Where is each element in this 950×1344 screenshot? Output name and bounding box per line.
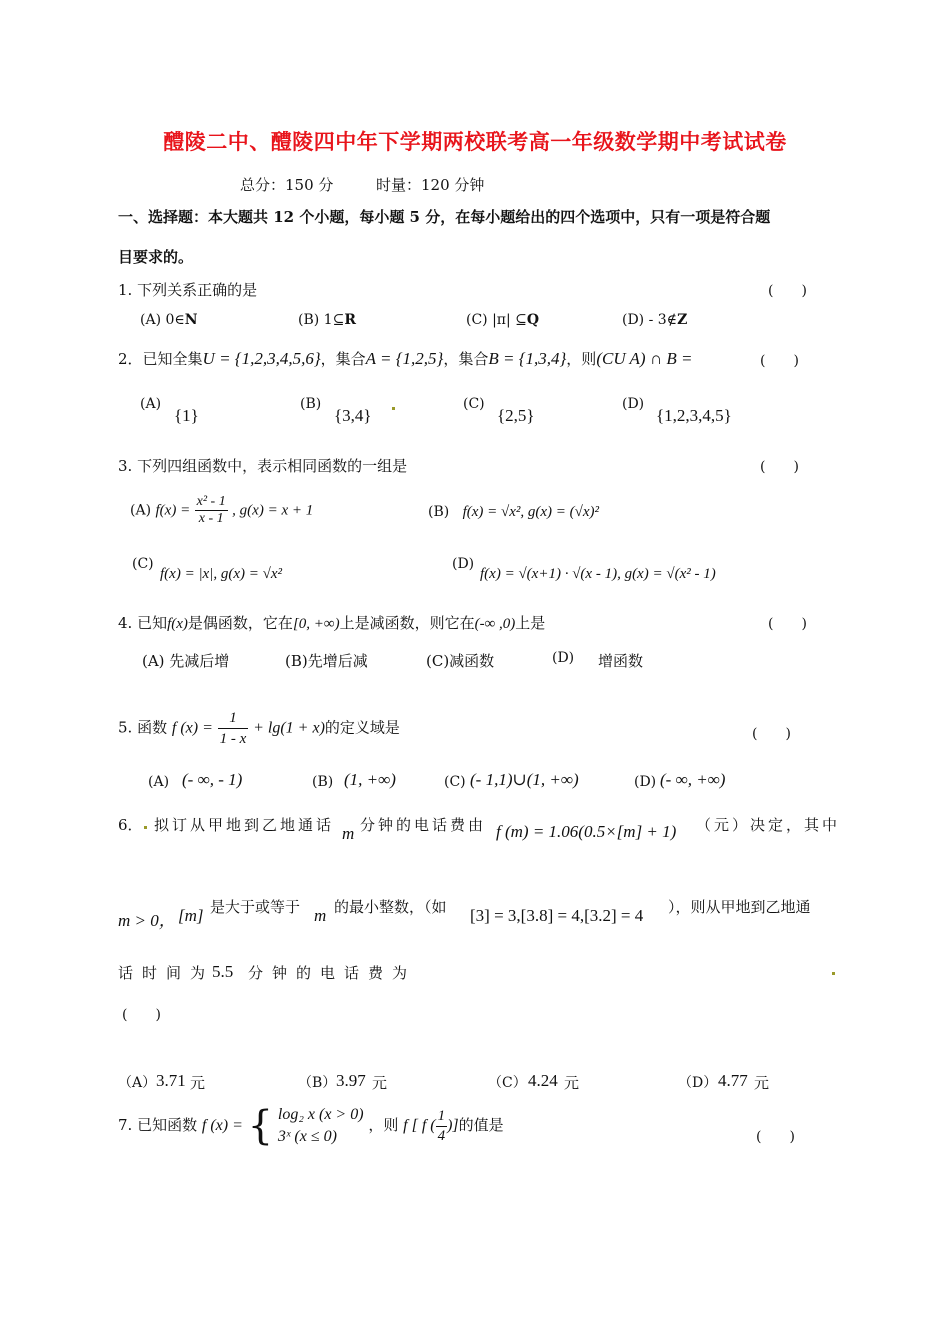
q4-option-d-label: (D) [552, 650, 575, 666]
q6-formula: f (m) = 1.06(0.5×[m] + 1) [496, 822, 677, 841]
q7-stem: 7. 已知函数 f (x) = { log₂ x (x > 0) 3ˣ (x ≤ 0) ，则 f [ f ( $\frac{1}{4}$ )]的值是 [118, 1103, 504, 1149]
q1-option-a: (A) 0∈N [140, 312, 198, 328]
q6-line1: 6． [118, 816, 143, 834]
q2-option-d-value: {1,2,3,4,5} [656, 406, 732, 425]
q2-option-a-label: (A) [140, 396, 162, 412]
q6-var-m: m [342, 824, 355, 843]
q4-option-c: (C)减函数 [426, 652, 495, 670]
q6-line3-number: 5.5 [212, 962, 234, 981]
q6-option-c-label: （C） [488, 1075, 527, 1091]
q2-option-b-label: (B) [300, 396, 322, 412]
stray-dot [144, 826, 147, 829]
q1-option-b: (B) 1⊆R [298, 312, 356, 328]
q3-option-d-expr: f(x) = √(x+1) · √(x - 1), g(x) = √(x² - 1) [480, 566, 716, 582]
q5-option-a-value: (- ∞, - 1) [182, 770, 243, 789]
q4-answer-paren: ( ) [768, 616, 807, 632]
q1-answer-paren: ( ) [768, 283, 807, 299]
q4-option-a: (A) 先减后增 [142, 652, 230, 670]
q6-bracket-m: [m] [178, 906, 204, 925]
q3-option-a: (A) f(x) = $\frac{\text{x² - 1}}{x - 1}$ , g(x) = x + 1 [130, 494, 314, 526]
q5-option-b-label: (B) [312, 774, 334, 790]
q6-option-b-label: （B） [298, 1075, 337, 1091]
q6-var-m-2: m [314, 906, 327, 925]
q6-line3-text-a: 话时间为 [118, 964, 215, 982]
q7-answer-paren: ( ) [756, 1129, 795, 1145]
q5-option-c-label: (C) [444, 774, 466, 790]
q3-option-b: (B) f(x) = √x², g(x) = (√x)² [428, 504, 600, 520]
q6-line2-text-a: 是大于或等于 [210, 898, 301, 916]
section-heading-line2: 目要求的。 [118, 248, 194, 266]
q2-option-a-value: {1} [174, 406, 199, 425]
q6-option-a-value: 3.71 [156, 1071, 186, 1090]
q3-option-c-label: (C) [132, 556, 154, 572]
q6-option-d-value: 4.77 [718, 1071, 748, 1090]
q6-line1-text-b: 分钟的电话费由 [360, 816, 487, 834]
q2-option-c-value: {2,5} [497, 406, 535, 425]
q2-answer-paren: ( ) [760, 353, 799, 369]
q6-option-b-unit: 元 [372, 1074, 388, 1092]
q6-condition: m > 0， [118, 911, 176, 930]
q6-option-c-value: 4.24 [528, 1071, 558, 1090]
q6-option-b-value: 3.97 [336, 1071, 366, 1090]
total-score: 总分：150 分 [240, 176, 334, 194]
q6-line1-text-c: （元）决定，其中 [696, 816, 841, 834]
q6-line3-text-b: 分钟的电话费为 [248, 964, 417, 982]
stray-dot [832, 972, 835, 975]
q6-examples: [3] = 3,[3.8] = 4,[3.2] = 4 [470, 906, 644, 925]
q5-option-b-value: (1, +∞) [344, 770, 396, 789]
q6-option-d-label: （D） [678, 1075, 718, 1091]
q6-option-a-label: （A） [118, 1075, 157, 1091]
q3-stem: 3. 下列四组函数中，表示相同函数的一组是 [118, 457, 408, 475]
q4-stem: 4. 已知f(x)是偶函数，它在[0, +∞)上是减函数，则它在(-∞ ,0)上是 [118, 614, 546, 632]
q5-stem: 5. 函数 f (x) = $\frac{1}{1 - x}$ + lg(1 + x)的定义域是 [118, 710, 400, 747]
section-heading-line1: 一、选择题：本大题共 12 个小题，每小题 5 分，在每小题给出的四个选项中，只有一项是符合题 [118, 208, 771, 226]
time-limit: 时量：120 分钟 [376, 176, 485, 194]
q1-option-c: (C) |π| ⊆Q [466, 312, 540, 328]
q5-option-d-label: (D) [634, 774, 657, 790]
stray-dot [392, 407, 395, 410]
q1-option-d: (D) - 3∉Z [622, 312, 688, 328]
q2-option-b-value: {3,4} [334, 406, 372, 425]
q3-option-c-expr: f(x) = |x|, g(x) = √x² [160, 566, 282, 582]
q5-option-a-label: (A) [148, 774, 170, 790]
q2-stem: 2．已知全集U = {1,2,3,4,5,6}，集合A = {1,2,5}，集合B = {1,3,4}，则(CU A) ∩ B = [118, 349, 693, 368]
q5-option-d-value: (- ∞, +∞) [660, 770, 726, 789]
q5-option-c-value: (- 1,1)∪(1, +∞) [470, 770, 579, 789]
q3-option-d-label: (D) [452, 556, 475, 572]
q6-option-d-unit: 元 [754, 1074, 770, 1092]
q2-option-d-label: (D) [622, 396, 645, 412]
q6-option-c-unit: 元 [564, 1074, 580, 1092]
q4-option-b: (B)先增后减 [285, 652, 368, 670]
q6-line2-text-c: ），则从甲地到乙地通 [668, 898, 811, 916]
q2-option-c-label: (C) [463, 396, 485, 412]
q6-line2-text-b: 的最小整数，（如 [334, 898, 447, 916]
q4-option-d: 增函数 [598, 652, 644, 670]
q3-answer-paren: ( ) [760, 459, 799, 475]
q1-stem: 1. 下列关系正确的是 [118, 281, 258, 299]
q5-answer-paren: ( ) [752, 726, 791, 742]
q6-answer-paren: ( ) [122, 1007, 161, 1023]
q6-option-a-unit: 元 [190, 1074, 206, 1092]
q6-line1-text-a: 拟订从甲地到乙地通话 [154, 816, 335, 834]
exam-title: 醴陵二中、醴陵四中年下学期两校联考高一年级数学期中考试试卷 [163, 129, 787, 154]
